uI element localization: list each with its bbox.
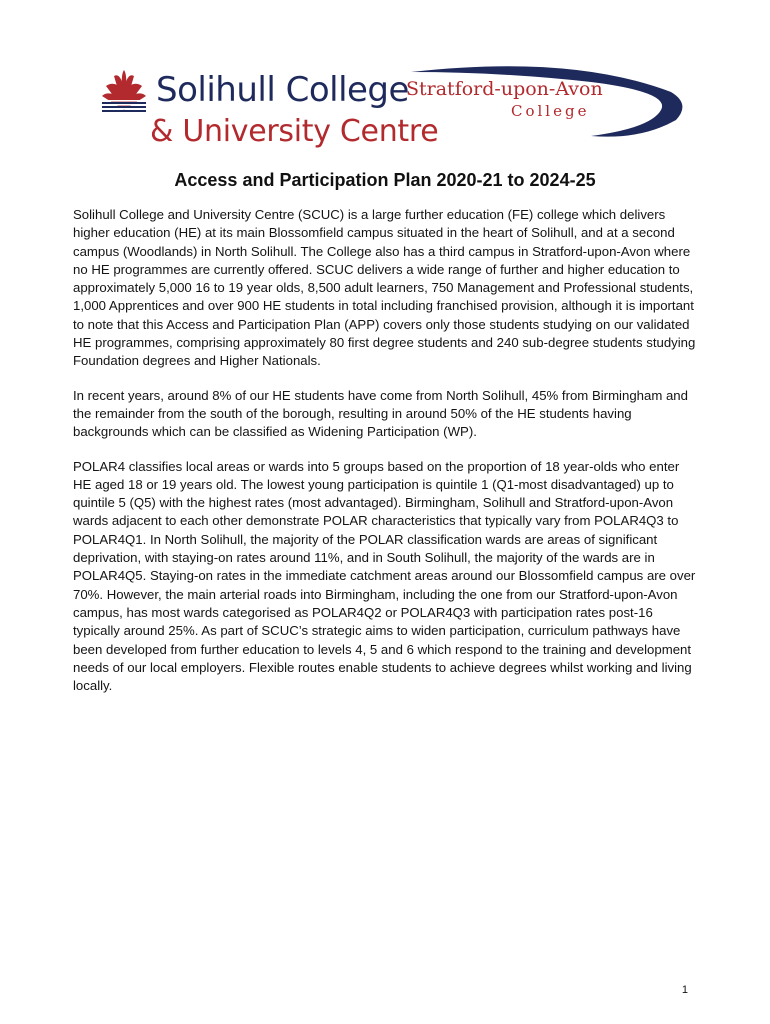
logo-university-centre: & University Centre [150, 114, 439, 149]
college-logo [96, 60, 696, 160]
page-number: 1 [681, 984, 688, 996]
document-body [73, 206, 697, 711]
logo-stratford-name: Stratford-upon-Avon [406, 78, 603, 100]
paragraph-student-origins: In recent years, around 8% of our HE students have come from North Solihull, 45% from Birmingham and the remainder from the south of the borough, resulting in around 50% of the HE students having backgrounds which can be classified as Widening Participation (WP). [73, 387, 688, 440]
document-title: Access and Participation Plan 2020-21 to 2024-25 [174, 170, 596, 190]
paragraph-intro: Solihull College and University Centre (SCUC) is a large further education (FE) college which delivers higher education (HE) at its main Blossomfield campus situated in the heart of Solihull, and at a second campus (Woodlands) in North Solihull. The College also has a third campus in Stratford-upon-Avon where no HE programmes are currently offered. SCUC delivers a wide range of further and higher education to approximately 5,000 16 to 19 year olds, 8,500 adult learners, 750 Management and Professional students, 1,000 Apprentices and over 900 HE students in total including franchised provision, although it is important to note that this Access and Participation Plan (APP) covers only those students studying on our validated HE programmes, comprising approximately 80 first degree students and 240 sub-degree students studying Foundation degrees and Higher Nationals. [73, 207, 696, 369]
logo-stratford-college: College [511, 102, 590, 120]
logo-college-name: Solihull College [156, 70, 409, 110]
flower-logo-icon [100, 66, 148, 114]
paragraph-polar4: POLAR4 classifies local areas or wards into 5 groups based on the proportion of 18 year-olds who enter HE aged 18 or 19 years old. The lowest young participation is quintile 1 (Q1-most disadvantaged) up to quintile 5 (Q5) with the highest rates (most advantaged). Birmingham, Solihull and Stratford-upon-Avon wards adjacent to each other demonstrate POLAR characteristics that typically vary from POLAR4Q3 to POLAR4Q1. In North Solihull, the majority of the POLAR classification wards are areas of significant deprivation, with staying-on rates around 11%, and in South Solihull, the majority of the wards are in POLAR4Q5. Staying-on rates in the immediate catchment areas around our Blossomfield campus are over 70%. However, the main arterial roads into Birmingham, including the one from our Stratford-upon-Avon campus, has most wards categorised as POLAR4Q2 or POLAR4Q3 with participation rates post-16 typically around 25%. As part of SCUC’s strategic aims to widen participation, curriculum pathways have been developed from further education to levels 4, 5 and 6 which respond to the training and development needs of our local employers. Flexible routes enable students to achieve degrees whilst working and living locally. [73, 458, 696, 694]
